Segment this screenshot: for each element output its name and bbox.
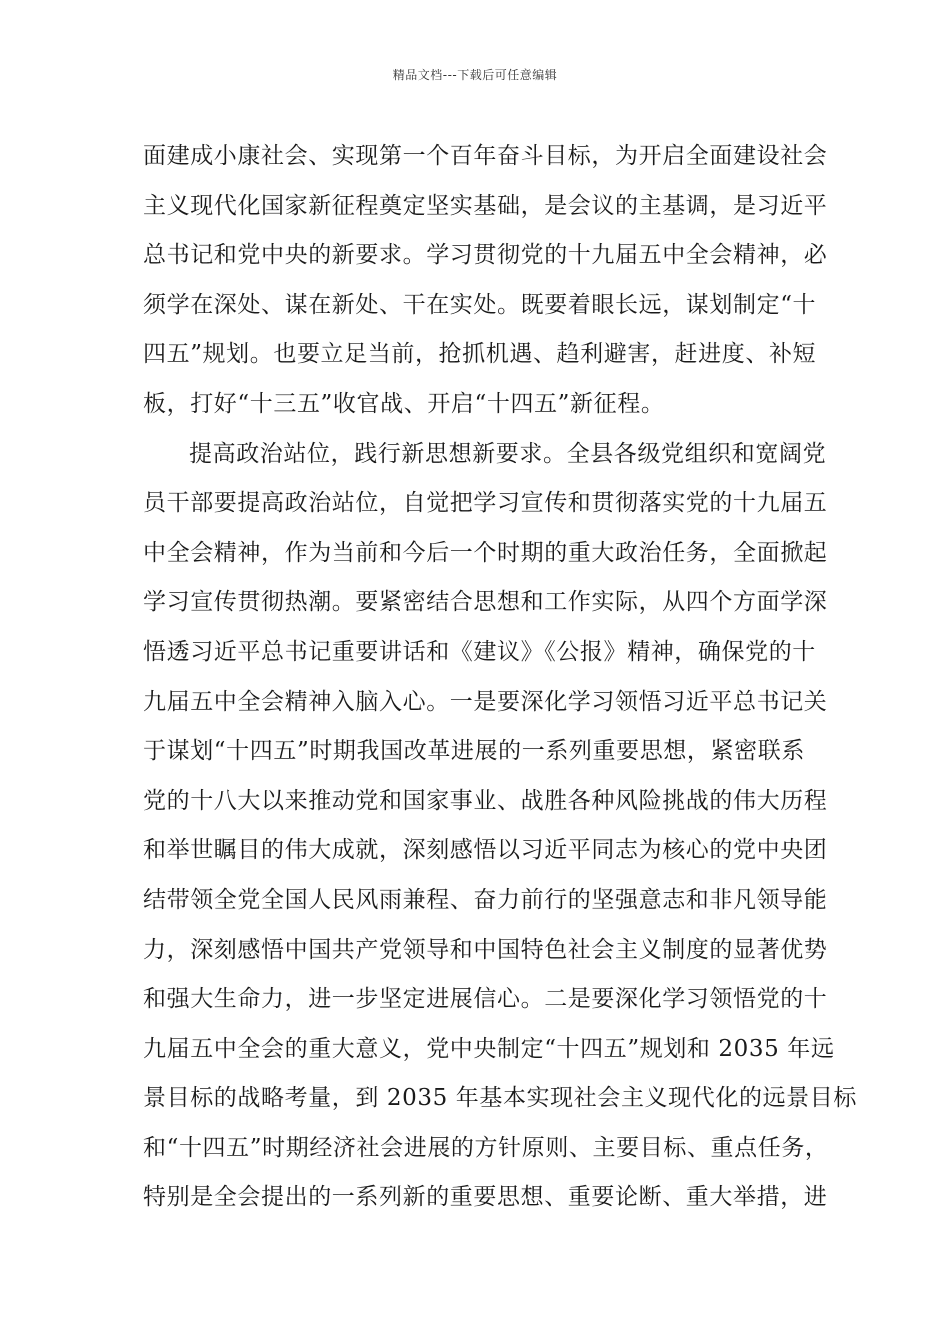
text-line: 党的十八大以来推动党和国家事业、战胜各种风险挑战的伟大历程 <box>143 787 828 814</box>
text-line-indented: 提高政治站位，践行新思想新要求。全县各级党组织和宽阔党 <box>189 440 827 467</box>
text-line: 力，深刻感悟中国共产党领导和中国特色社会主义制度的显著优势 <box>143 936 828 963</box>
text-line: 四五”规划。也要立足当前，抢抓机遇、趋利避害，赶进度、补短 <box>143 341 817 368</box>
text-line: 结带领全党全国人民风雨兼程、奋力前行的坚强意志和非凡领导能 <box>143 886 828 913</box>
text-line: 面建成小康社会、实现第一个百年奋斗目标，为开启全面建设社会 <box>143 143 828 169</box>
text-line: 和举世瞩目的伟大成就，深刻感悟以习近平同志为核心的党中央团 <box>143 837 828 864</box>
text-line: 景目标的战略考量，到 2035 年基本实现社会主义现代化的远景目标 <box>143 1085 857 1112</box>
text-line: 于谋划“十四五”时期我国改革进展的一系列重要思想，紧密联系 <box>143 738 805 765</box>
text-line: 学习宣传贯彻热潮。要紧密结合思想和工作实际，从四个方面学深 <box>143 589 828 616</box>
text-line: 中全会精神，作为当前和今后一个时期的重大政治任务，全面掀起 <box>143 539 828 566</box>
paragraph-2 <box>143 430 857 1224</box>
page-header: 精品文档---下载后可任意编辑 <box>392 68 558 82</box>
text-line: 九届五中全会精神入脑入心。一是要深化学习领悟习近平总书记关 <box>143 688 828 715</box>
text-line: 员干部要提高政治站位，自觉把学习宣传和贯彻落实党的十九届五 <box>143 490 828 517</box>
document-body <box>143 132 857 1223</box>
text-line: 和强大生命力，进一步坚定进展信心。二是要深化学习领悟党的十 <box>143 986 828 1013</box>
text-line: 主义现代化国家新征程奠定坚实基础，是会议的主基调，是习近平 <box>143 192 828 219</box>
paragraph-1 <box>143 132 833 430</box>
text-line: 特别是全会提出的一系列新的重要思想、重要论断、重大举措，进 <box>143 1184 828 1211</box>
text-line: 九届五中全会的重大意义，党中央制定“十四五”规划和 2035 年远 <box>143 1035 835 1062</box>
text-line: 总书记和党中央的新要求。学习贯彻党的十九届五中全会精神，必 <box>143 242 828 269</box>
text-line: 悟透习近平总书记重要讲话和《建议》《公报》精神，确保党的十 <box>143 638 816 665</box>
text-line: 和“十四五”时期经济社会进展的方针原则、主要目标、重点任务， <box>143 1134 829 1161</box>
text-line: 须学在深处、谋在新处、干在实处。既要着眼长远，谋划制定“十 <box>143 291 817 318</box>
text-line: 板，打好“十三五”收官战、开启“十四五”新征程。 <box>143 390 665 417</box>
